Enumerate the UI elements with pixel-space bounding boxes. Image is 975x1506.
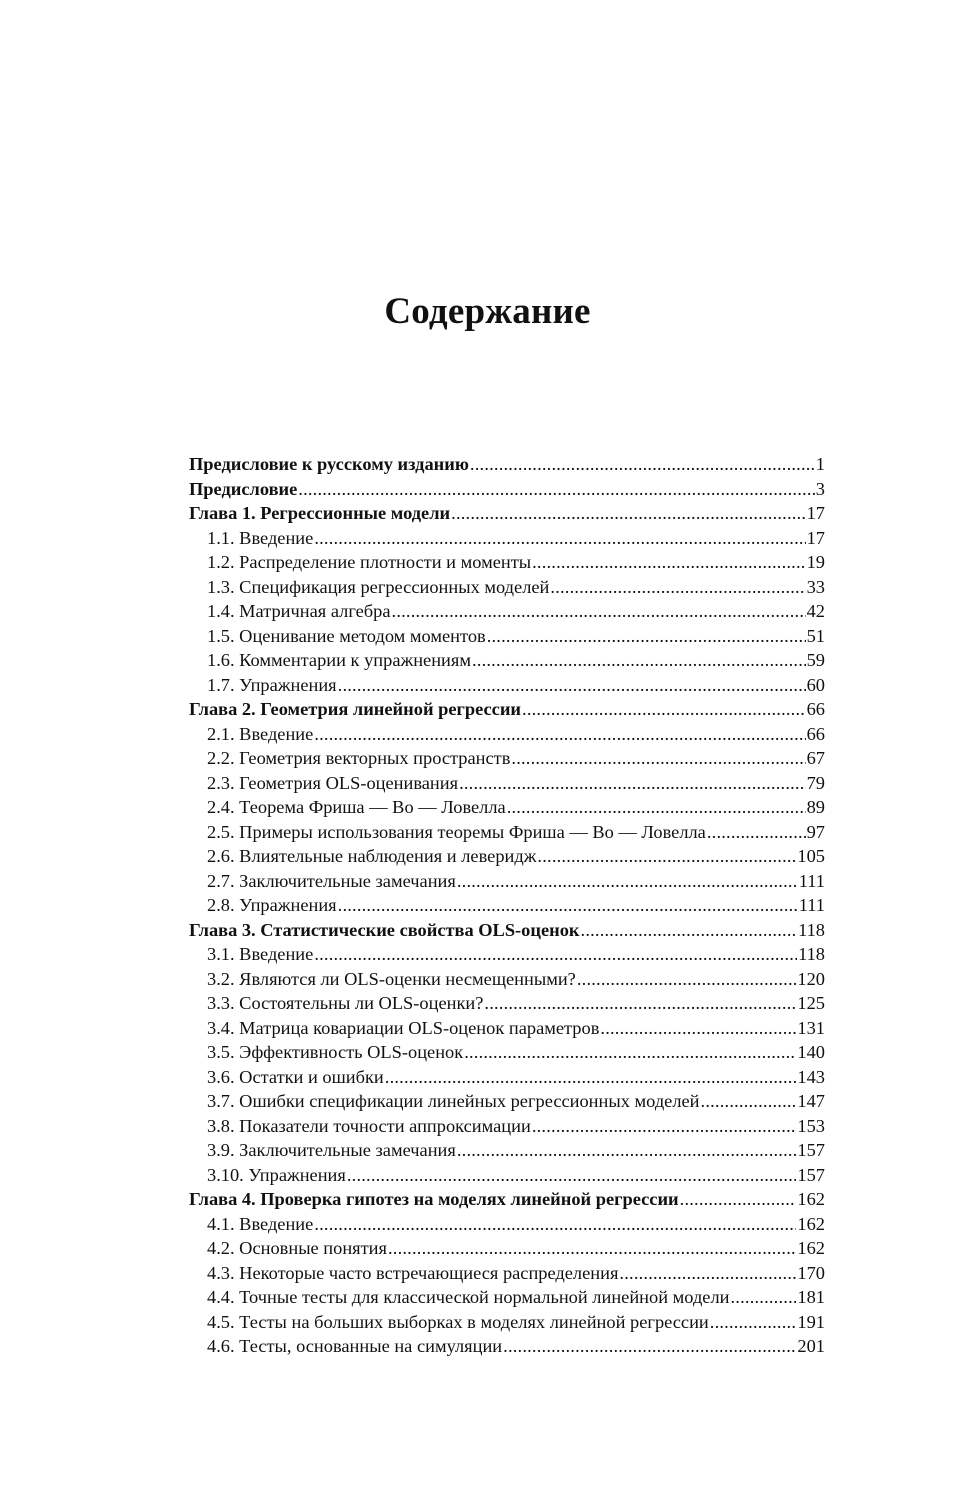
toc-dot-leader (338, 893, 798, 918)
toc-section-entry[interactable] (189, 1163, 825, 1188)
toc-section-entry[interactable] (189, 1040, 825, 1065)
toc-page-number: 157 (797, 1140, 825, 1160)
page-title: Содержание (384, 291, 591, 332)
toc-page-number: 42 (806, 601, 825, 621)
toc-dot-leader (522, 697, 806, 722)
toc-entry-title: 3.7. Ошибки спецификации линейных регрессионных моделей (207, 1091, 700, 1111)
toc-entry-title: 2.4. Теорема Фриша — Во — Ловелла (207, 797, 506, 817)
toc-page-number: 17 (806, 503, 825, 523)
toc-entry-title: 3.3. Состоятельны ли OLS-оценки? (207, 993, 484, 1013)
toc-dot-leader (707, 820, 806, 845)
toc-page-number: 66 (806, 723, 825, 744)
toc-page-number: 147 (797, 1091, 825, 1111)
toc-dot-leader (338, 673, 806, 698)
toc-entry-title: 2.1. Введение (207, 723, 314, 744)
toc-entry-title: Предисловие (189, 478, 298, 499)
toc-page-number: 181 (797, 1287, 825, 1307)
toc-page-number: 1 (815, 454, 825, 474)
toc-section-entry[interactable] (189, 648, 825, 673)
toc-section-entry[interactable] (189, 1114, 825, 1139)
toc-dot-leader (388, 1236, 796, 1261)
toc-entry-title: 2.6. Влиятельные наблюдения и левеpидж (207, 846, 537, 866)
toc-section-entry[interactable] (189, 1261, 825, 1286)
toc-section-entry[interactable] (189, 746, 825, 771)
toc-dot-leader (347, 1163, 797, 1188)
toc-entry-title: Глава 2. Геометрия линейной регрессии (189, 699, 522, 719)
toc-entry-title: 1.7. Упражнения (207, 674, 337, 695)
toc-dot-leader (314, 526, 805, 551)
toc-entry-title: 3.4. Матрица ковариации OLS-оценок параметров (207, 1017, 600, 1038)
toc-section-entry[interactable] (189, 1016, 825, 1041)
toc-page-number: 140 (797, 1042, 825, 1062)
toc-section-entry[interactable] (189, 893, 825, 918)
toc-chapter-entry[interactable] (189, 918, 825, 943)
toc-entry-title: 2.8. Упражнения (207, 895, 337, 915)
toc-entry-title: Глава 3. Статистические свойства OLS-оценок (189, 919, 580, 940)
toc-page-number: 60 (806, 674, 825, 695)
toc-entry-title: 3.9. Заключительные замечания (207, 1140, 456, 1160)
toc-page-number: 118 (798, 944, 825, 964)
toc-chapter-entry[interactable] (189, 697, 825, 722)
toc-dot-leader (532, 1114, 797, 1139)
toc-dot-leader (550, 575, 805, 600)
toc-page-number: 191 (797, 1311, 825, 1332)
toc-page-number: 17 (806, 527, 825, 548)
toc-dot-leader (298, 477, 815, 502)
toc-page-number: 162 (797, 1213, 825, 1234)
toc-page-number: 105 (797, 846, 825, 866)
toc-entry-title: 3.2. Являются ли OLS-оценки несмещенными? (207, 968, 576, 989)
toc-dot-leader (487, 624, 806, 649)
toc-entry-title: 4.3. Некоторые часто встречающиеся распределения (207, 1262, 619, 1283)
toc-dot-leader (532, 550, 806, 575)
toc-section-entry[interactable] (189, 1285, 825, 1310)
toc-section-entry[interactable] (189, 771, 825, 796)
toc-section-entry[interactable] (189, 673, 825, 698)
toc-dot-leader (701, 1089, 797, 1114)
toc-section-entry[interactable] (189, 1089, 825, 1114)
toc-page-number: 66 (806, 699, 825, 719)
toc-dot-leader (731, 1285, 797, 1310)
toc-section-entry[interactable] (189, 1310, 825, 1335)
toc-page-number: 157 (797, 1164, 825, 1185)
toc-dot-leader (484, 991, 796, 1016)
toc-dot-leader (451, 501, 805, 526)
toc-section-entry[interactable] (189, 1065, 825, 1090)
toc-dot-leader (459, 771, 806, 796)
toc-page-number: 51 (806, 625, 825, 646)
toc-entry-title: 1.2. Распределение плотности и моменты (207, 552, 532, 572)
toc-entry-title: 1.4. Матричная алгебра (207, 601, 391, 621)
toc-section-entry[interactable] (189, 550, 825, 575)
toc-entry-title: 3.10. Упражнения (207, 1164, 346, 1185)
toc-page-number: 131 (797, 1017, 825, 1038)
toc-section-entry[interactable] (189, 526, 825, 551)
toc-section-entry[interactable] (189, 1212, 825, 1237)
toc-dot-leader (464, 1040, 796, 1065)
toc-chapter-entry[interactable] (189, 452, 825, 477)
toc-entry-title: 2.7. Заключительные замечания (207, 870, 456, 891)
toc-dot-leader (457, 1138, 797, 1163)
toc-chapter-entry[interactable] (189, 477, 825, 502)
toc-section-entry[interactable] (189, 967, 825, 992)
toc-entry-title: 1.6. Комментарии к упражнениям (207, 650, 471, 670)
toc-dot-leader (577, 967, 797, 992)
toc-dot-leader (581, 918, 798, 943)
toc-entry-title: Предисловие к русскому изданию (189, 454, 469, 474)
toc-entry-title: 4.2. Основные понятия (207, 1238, 387, 1258)
toc-section-entry[interactable] (189, 599, 825, 624)
toc-entry-title: Глава 1. Регрессионные модели (189, 503, 451, 523)
toc-entry-title: 3.6. Остатки и ошибки (207, 1066, 384, 1087)
table-of-contents (189, 452, 825, 1359)
toc-page-number: 3 (815, 478, 825, 499)
toc-entry-title: 4.6. Тесты, основанные на симуляции (207, 1336, 503, 1356)
toc-page-number: 79 (806, 772, 825, 793)
toc-page-number: 143 (797, 1066, 825, 1087)
toc-entry-title: 3.1. Введение (207, 944, 314, 964)
toc-section-entry[interactable] (189, 942, 825, 967)
toc-section-entry[interactable] (189, 1334, 825, 1359)
toc-section-entry[interactable] (189, 722, 825, 747)
toc-page-number: 120 (797, 968, 825, 989)
toc-page-number: 59 (806, 650, 825, 670)
toc-entry-title: 4.4. Точные тесты для классической нормальной линейной модели (207, 1287, 730, 1307)
toc-entry-title: 1.5. Оценивание методом моментов (207, 625, 486, 646)
toc-dot-leader (385, 1065, 797, 1090)
toc-page-number: 170 (797, 1262, 825, 1283)
toc-page-number: 111 (798, 895, 825, 915)
toc-page-number: 19 (806, 552, 825, 572)
toc-dot-leader (457, 869, 798, 894)
toc-page-number: 125 (797, 993, 825, 1013)
toc-entry-title: 4.1. Введение (207, 1213, 314, 1234)
toc-dot-leader (619, 1261, 796, 1286)
toc-dot-leader (680, 1187, 797, 1212)
toc-page-number: 201 (797, 1336, 825, 1356)
toc-entry-title: 3.5. Эффективность OLS-оценок (207, 1042, 464, 1062)
toc-dot-leader (710, 1310, 797, 1335)
toc-entry-title: 2.3. Геометрия OLS-оценивания (207, 772, 459, 793)
toc-dot-leader (314, 942, 797, 967)
toc-page-number: 89 (806, 797, 825, 817)
toc-dot-leader (470, 452, 815, 477)
toc-dot-leader (392, 599, 806, 624)
toc-dot-leader (472, 648, 806, 673)
toc-chapter-entry[interactable] (189, 1187, 825, 1212)
toc-entry-title: 2.5. Примеры использования теоремы Фриша — Во — Ловелла (207, 821, 706, 842)
toc-dot-leader (537, 844, 796, 869)
toc-entry-title: Глава 4. Проверка гипотез на моделях линейной регрессии (189, 1189, 679, 1209)
toc-section-entry[interactable] (189, 624, 825, 649)
toc-page-number: 97 (806, 821, 825, 842)
toc-section-entry[interactable] (189, 991, 825, 1016)
toc-section-entry[interactable] (189, 1236, 825, 1261)
toc-section-entry[interactable] (189, 575, 825, 600)
toc-page-number: 33 (806, 576, 825, 597)
toc-page-number: 162 (797, 1238, 825, 1258)
toc-dot-leader (314, 1212, 796, 1237)
toc-section-entry[interactable] (189, 820, 825, 845)
toc-chapter-entry[interactable] (189, 501, 825, 526)
toc-page-number: 118 (798, 919, 825, 940)
toc-dot-leader (507, 795, 806, 820)
toc-page-number: 67 (806, 748, 825, 768)
toc-section-entry[interactable] (189, 1138, 825, 1163)
toc-entry-title: 2.2. Геометрия векторных пространств (207, 748, 511, 768)
toc-dot-leader (600, 1016, 796, 1041)
toc-section-entry[interactable] (189, 844, 825, 869)
toc-dot-leader (511, 746, 805, 771)
toc-section-entry[interactable] (189, 795, 825, 820)
toc-entry-title: 3.8. Показатели точности аппроксимации (207, 1115, 531, 1136)
toc-section-entry[interactable] (189, 869, 825, 894)
toc-entry-title: 1.3. Спецификация регрессионных моделей (207, 576, 550, 597)
toc-entry-title: 1.1. Введение (207, 527, 314, 548)
toc-page-number: 162 (797, 1189, 825, 1209)
toc-dot-leader (503, 1334, 796, 1359)
toc-page-number: 153 (797, 1115, 825, 1136)
toc-page-number: 111 (798, 870, 825, 891)
toc-entry-title: 4.5. Тесты на больших выборках в моделях линейной регрессии (207, 1311, 709, 1332)
toc-dot-leader (314, 722, 805, 747)
